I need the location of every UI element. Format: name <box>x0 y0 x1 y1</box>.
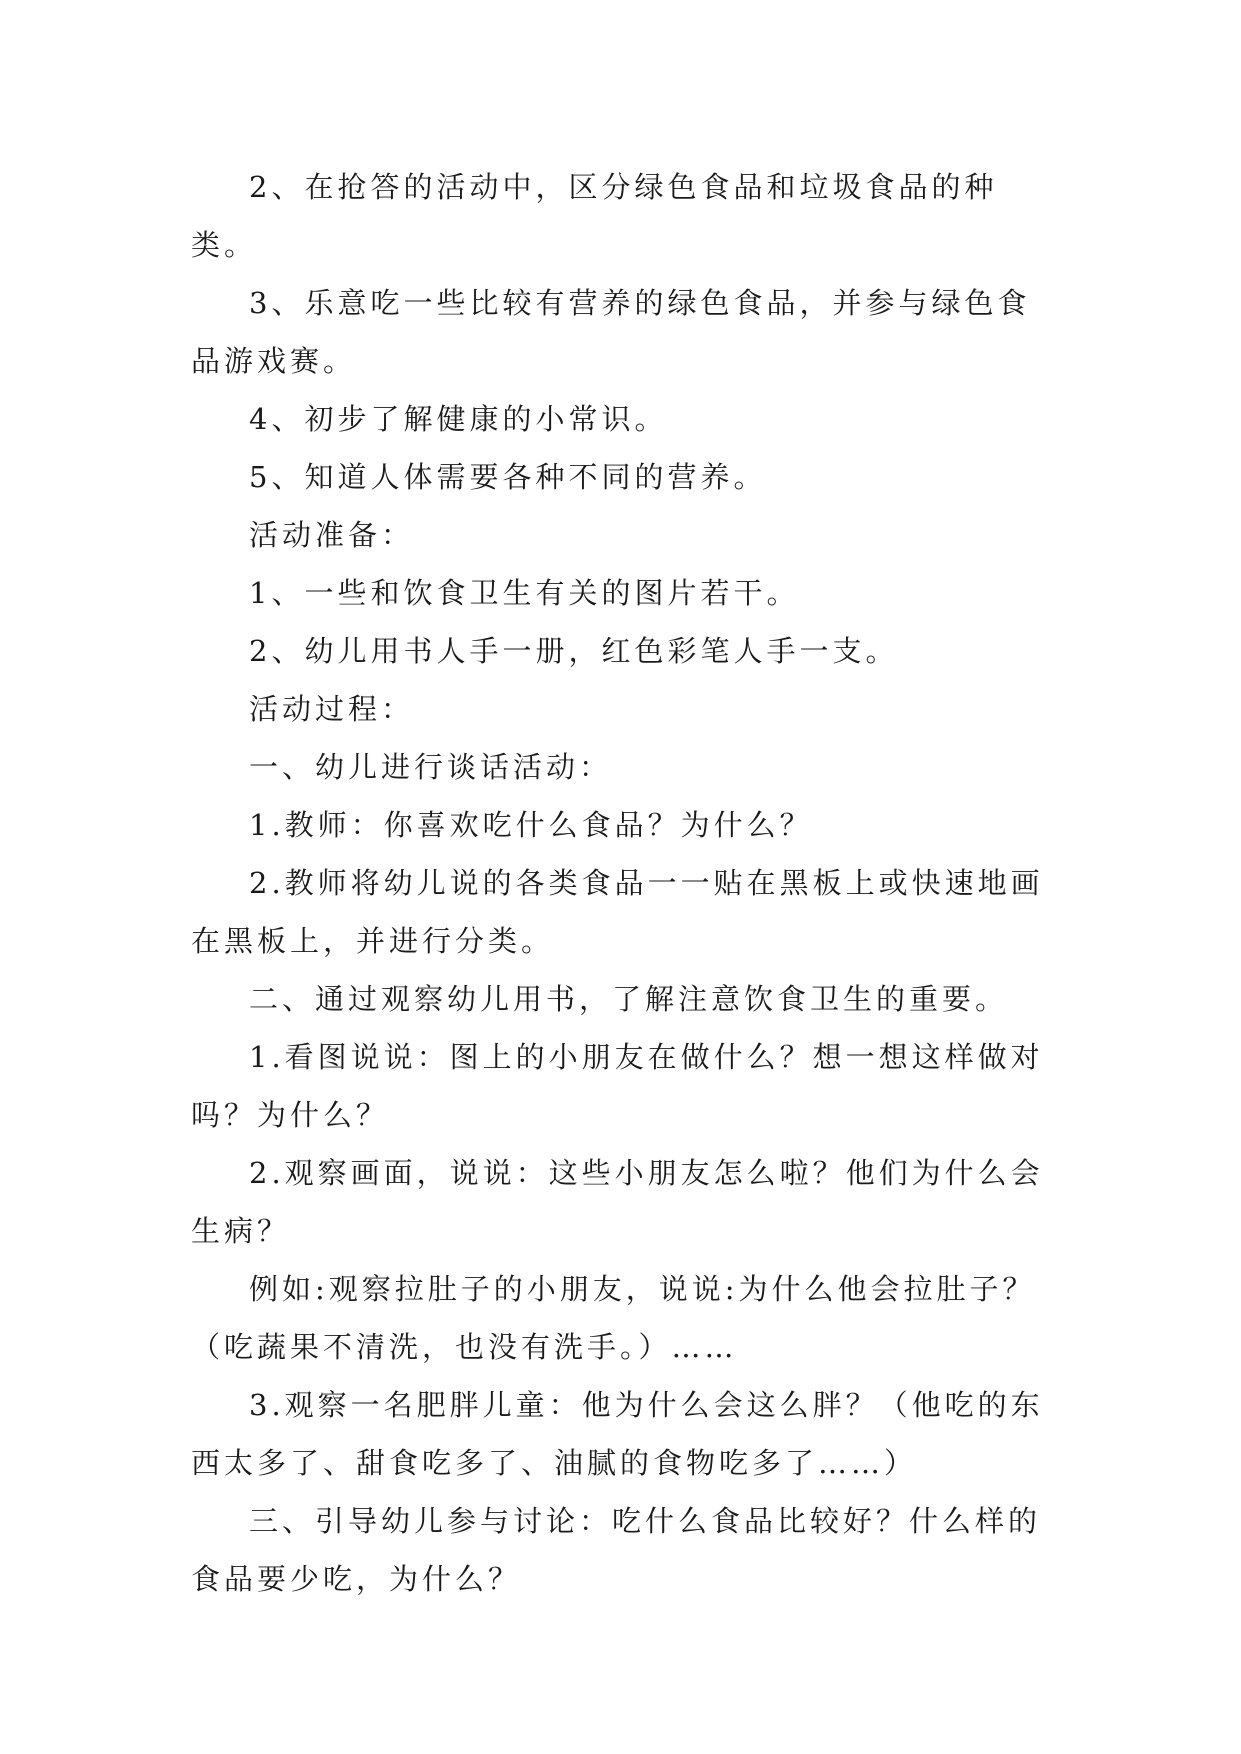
document-body <box>191 158 1051 1608</box>
paragraph: 4、初步了解健康的小常识。 <box>249 402 668 436</box>
section-heading: 活动过程： <box>249 692 415 726</box>
paragraph: 5、知道人体需要各种不同的营养。 <box>249 460 767 494</box>
paragraph: 1.教师：你喜欢吃什么食品？为什么？ <box>249 808 813 842</box>
paragraph: 三、引导幼儿参与讨论：吃什么食品比较好？什么样的食品要少吃，为什么？ <box>191 1504 1042 1596</box>
paragraph: 二、通过观察幼儿用书，了解注意饮食卫生的重要。 <box>249 982 1009 1016</box>
paragraph: 2、在抢答的活动中，区分绿色食品和垃圾食品的种类。 <box>191 170 998 262</box>
paragraph: 1.看图说说：图上的小朋友在做什么？想一想这样做对吗？为什么？ <box>191 1040 1044 1132</box>
section-heading: 活动准备： <box>249 518 415 552</box>
paragraph: 2.教师将幼儿说的各类食品一一贴在黑板上或快速地画在黑板上，并进行分类。 <box>191 866 1044 958</box>
paragraph: 例如:观察拉肚子的小朋友，说说:为什么他会拉肚子？（吃蔬果不清洗，也没有洗手。）…… <box>191 1272 1036 1364</box>
paragraph: 2.观察画面，说说：这些小朋友怎么啦？他们为什么会生病？ <box>191 1156 1044 1248</box>
paragraph: 3.观察一名肥胖儿童：他为什么会这么胖？（他吃的东西太多了、甜食吃多了、油腻的食物吃多了……） <box>191 1388 1044 1480</box>
paragraph: 3、乐意吃一些比较有营养的绿色食品，并参与绿色食品游戏赛。 <box>191 286 1031 378</box>
paragraph: 1、一些和饮食卫生有关的图片若干。 <box>249 576 800 610</box>
paragraph: 一、幼儿进行谈话活动： <box>249 750 613 784</box>
paragraph: 2、幼儿用书人手一册，红色彩笔人手一支。 <box>249 634 899 668</box>
